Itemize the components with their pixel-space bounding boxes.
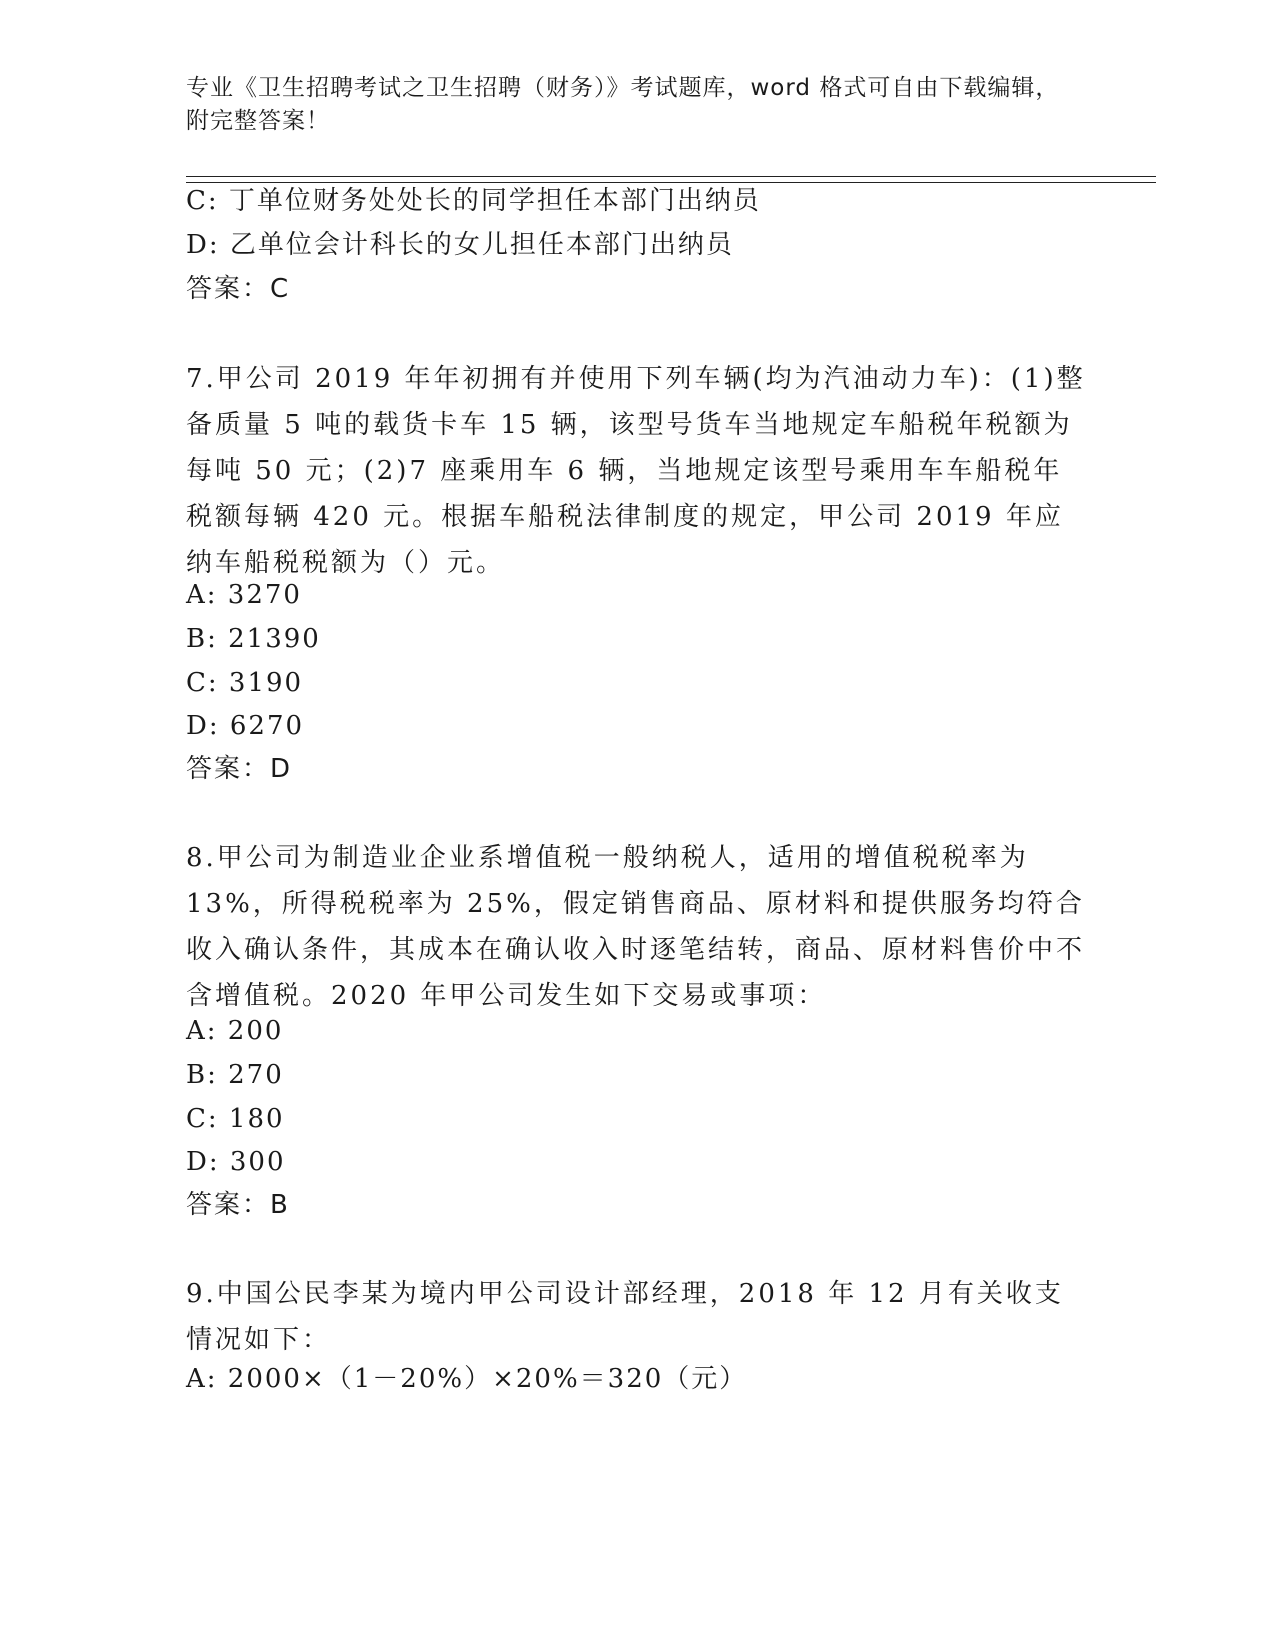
q7-option-b: B: 21390 — [186, 624, 321, 654]
q9-option-a: A: 2000×（1－20%）×20%＝320（元） — [186, 1364, 748, 1394]
q7-answer: 答案：D — [186, 754, 293, 784]
q8-option-d: D: 300 — [186, 1147, 286, 1177]
document-header: 专业《卫生招聘考试之卫生招聘（财务）》考试题库，word 格式可自由下载编辑，附完整答案！ — [186, 75, 1060, 134]
prev-option-c: C: 丁单位财务处处长的同学担任本部门出纳员 — [186, 186, 761, 216]
q8-option-b: B: 270 — [186, 1060, 284, 1090]
q7-option-a: A: 3270 — [186, 580, 302, 610]
q8-answer: 答案：B — [186, 1190, 290, 1220]
question-8-stem: 8.甲公司为制造业企业系增值税一般纳税人，适用的增值税税率为 13%，所得税税率为 25%，假定销售商品、原材料和提供服务均符合收入确认条件，其成本在确认收入时逐笔结转，商品、原材料售价中不含增值税。2020 年甲公司发生如下交易或事项： — [186, 843, 1086, 1011]
question-7-stem: 7.甲公司 2019 年年初拥有并使用下列车辆(均为汽油动力车)：(1)整备质量 5 吨的载货卡车 15 辆，该型号货车当地规定车船税年税额为每吨 50 元；(2)7 座乘用车 6 辆，当地规定该型号乘用车车船税年税额每辆 420 元。根据车船税法律制度的规定，甲公司 2019 年应纳车船税税额为（）元。 — [186, 364, 1086, 578]
header-divider — [186, 176, 1156, 183]
prev-option-d: D: 乙单位会计科长的女儿担任本部门出纳员 — [186, 230, 734, 260]
q7-option-d: D: 6270 — [186, 711, 305, 741]
q7-option-c: C: 3190 — [186, 668, 304, 698]
prev-answer: 答案：C — [186, 274, 291, 304]
question-9-stem: 9.中国公民李某为境内甲公司设计部经理，2018 年 12 月有关收支情况如下： — [186, 1279, 1064, 1355]
q8-option-c: C: 180 — [186, 1104, 285, 1134]
q8-option-a: A: 200 — [186, 1016, 284, 1046]
